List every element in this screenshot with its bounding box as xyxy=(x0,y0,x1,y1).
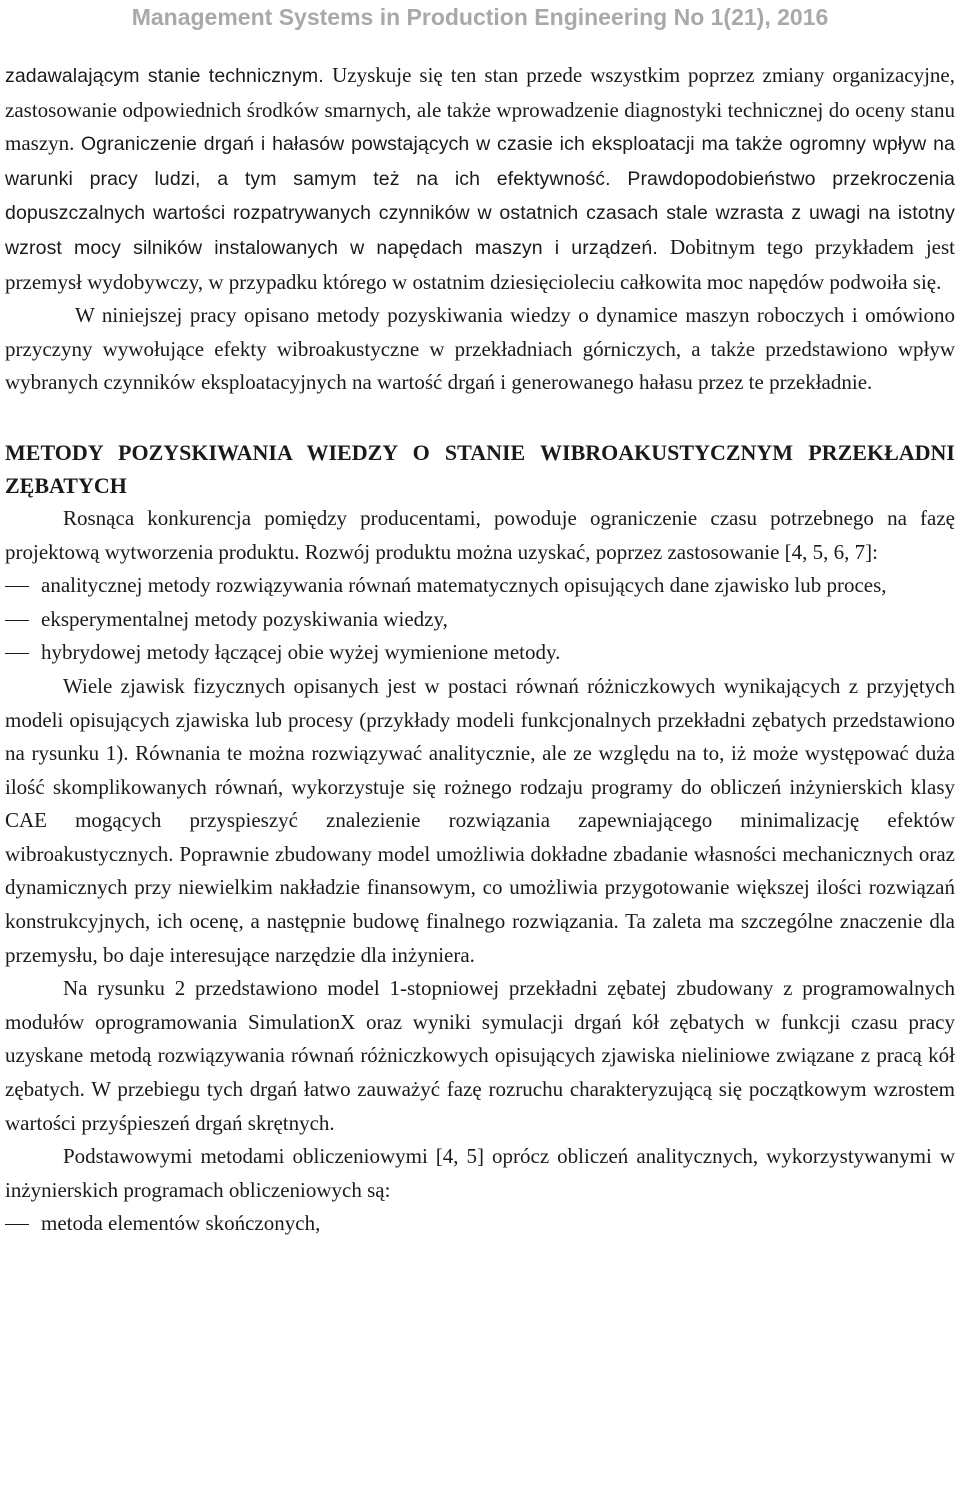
list-item xyxy=(5,569,955,603)
list-item xyxy=(5,603,955,637)
paragraph-text: zadawalającym stanie technicznym. xyxy=(5,65,333,87)
journal-header: Management Systems in Production Engineering No 1(21), 2016 xyxy=(131,4,829,30)
paragraph-intro xyxy=(5,59,955,299)
paragraph-text: Uzyskuje się ten stan przede wszystkim poprzez zmiany organizacyjne, zastosowanie odpowiednich środków smarnych, ale także wprowadzenie diagnostyki technicznej do oceny stanu maszyn. xyxy=(5,63,955,156)
list-item-text: metoda elementów skończonych, xyxy=(41,1211,321,1236)
list-item-text: eksperymentalnej metody pozyskiwania wiedzy, xyxy=(41,606,448,631)
paragraph-methods: Podstawowymi metodami obliczeniowymi [4, 5] oprócz obliczeń analitycznych, wykorzystywanymi w inżynierskich programach obliczeniowych są: xyxy=(5,1144,955,1202)
paragraph-text: Dobitnym tego przykładem jest przemysł wydobywczy, w przypadku którego w ostatnim dziesięcioleciu całkowita moc napędów podwoiła się. xyxy=(5,234,955,294)
list-item xyxy=(5,1207,955,1241)
section-heading: METODY POZYSKIWANIA WIEDZY O STANIE WIBROAKUSTYCZNYM PRZEKŁADNI ZĘBATYCH xyxy=(5,439,955,498)
paragraph-scope: W niniejszej pracy opisano metody pozyskiwania wiedzy o dynamice maszyn roboczych i omówiono przyczyny wywołujące efekty wibroakustyczne w przekładniach górniczych, a także przedstawiono wpływ wybranych czynników eksploatacyjnych na wartość drgań i generowanego hałasu przez te przekładnie. xyxy=(5,303,955,395)
list-item-text: analitycznej metody rozwiązywania równań matematycznych opisujących dane zjawisko lub proces, xyxy=(41,573,887,598)
article-body xyxy=(5,59,955,1241)
list-item-text: hybrydowej metody łączącej obie wyżej wymienione metody. xyxy=(41,640,561,665)
paragraph-simulation: Na rysunku 2 przedstawiono model 1-stopniowej przekładni zębatej zbudowany z programowalnych modułów oprogramowania SimulationX oraz wyniki symulacji drgań kół zębatych w funkcji czasu pracy uzyskane metodą rozwiązywania równań różniczkowych opisujących zjawiska nieliniowe związane z pracą kół zębatych. W przebiegu tych drgań łatwo zauważyć fazę rozruchu charakteryzującą się początkowym wzrostem wartości przyśpieszeń drgań skrętnych. xyxy=(5,976,955,1135)
list-item xyxy=(5,636,955,670)
computational-methods-list xyxy=(5,1207,955,1241)
methods-list xyxy=(5,569,955,670)
paragraph-competition: Rosnąca konkurencja pomiędzy producentami, powoduje ograniczenie czasu potrzebnego na fazę projektową wytworzenia produktu. Rozwój produktu można uzyskać, poprzez zastosowanie [4, 5, 6, 7]: xyxy=(5,505,955,564)
paragraph-equations: Wiele zjawisk fizycznych opisanych jest w postaci równań różniczkowych wynikających z przyjętych modeli opisujących zjawiska lub procesy (przykłady modeli funkcjonalnych przekładni zębatych przedstawiono na rysunku 1). Równania te można rozwiązywać analitycznie, ale ze względu na to, iż może występować duża ilość skomplikowanych równań, wykorzystuje się rożnego rodzaju programy do obliczeń inżynierskich klasy CAE mogących przyspieszyć znalezienie rozwiązania zapewniającego minimalizację efektów wibroakustycznych. Poprawnie zbudowany model umożliwia dokładne zbadanie własności mechanicznych oraz dynamicznych przy niewielkim nakładzie finansowym, co umożliwia przygotowanie większej ilości rozwiązań konstrukcyjnych, ich ocenę, a następnie budowę finalnego rozwiązania. Ta zaleta ma szczególne znaczenie dla przemysłu, bo daje interesujące narzędzie dla inżyniera. xyxy=(5,673,955,967)
paragraph-text: Ograniczenie drgań i hałasów powstających w czasie ich eksploatacji ma także ogromny wpływ na warunki pracy ludzi, a tym samym też na ich efektywność. Prawdopodobieństwo przekroczenia dopuszczalnych wartości rozpatrywanych czynników w ostatnich czasach stale wzrasta z uwagi na istotny wzrost mocy silników instalowanych w napędach maszyn i urządzeń. xyxy=(5,133,955,259)
